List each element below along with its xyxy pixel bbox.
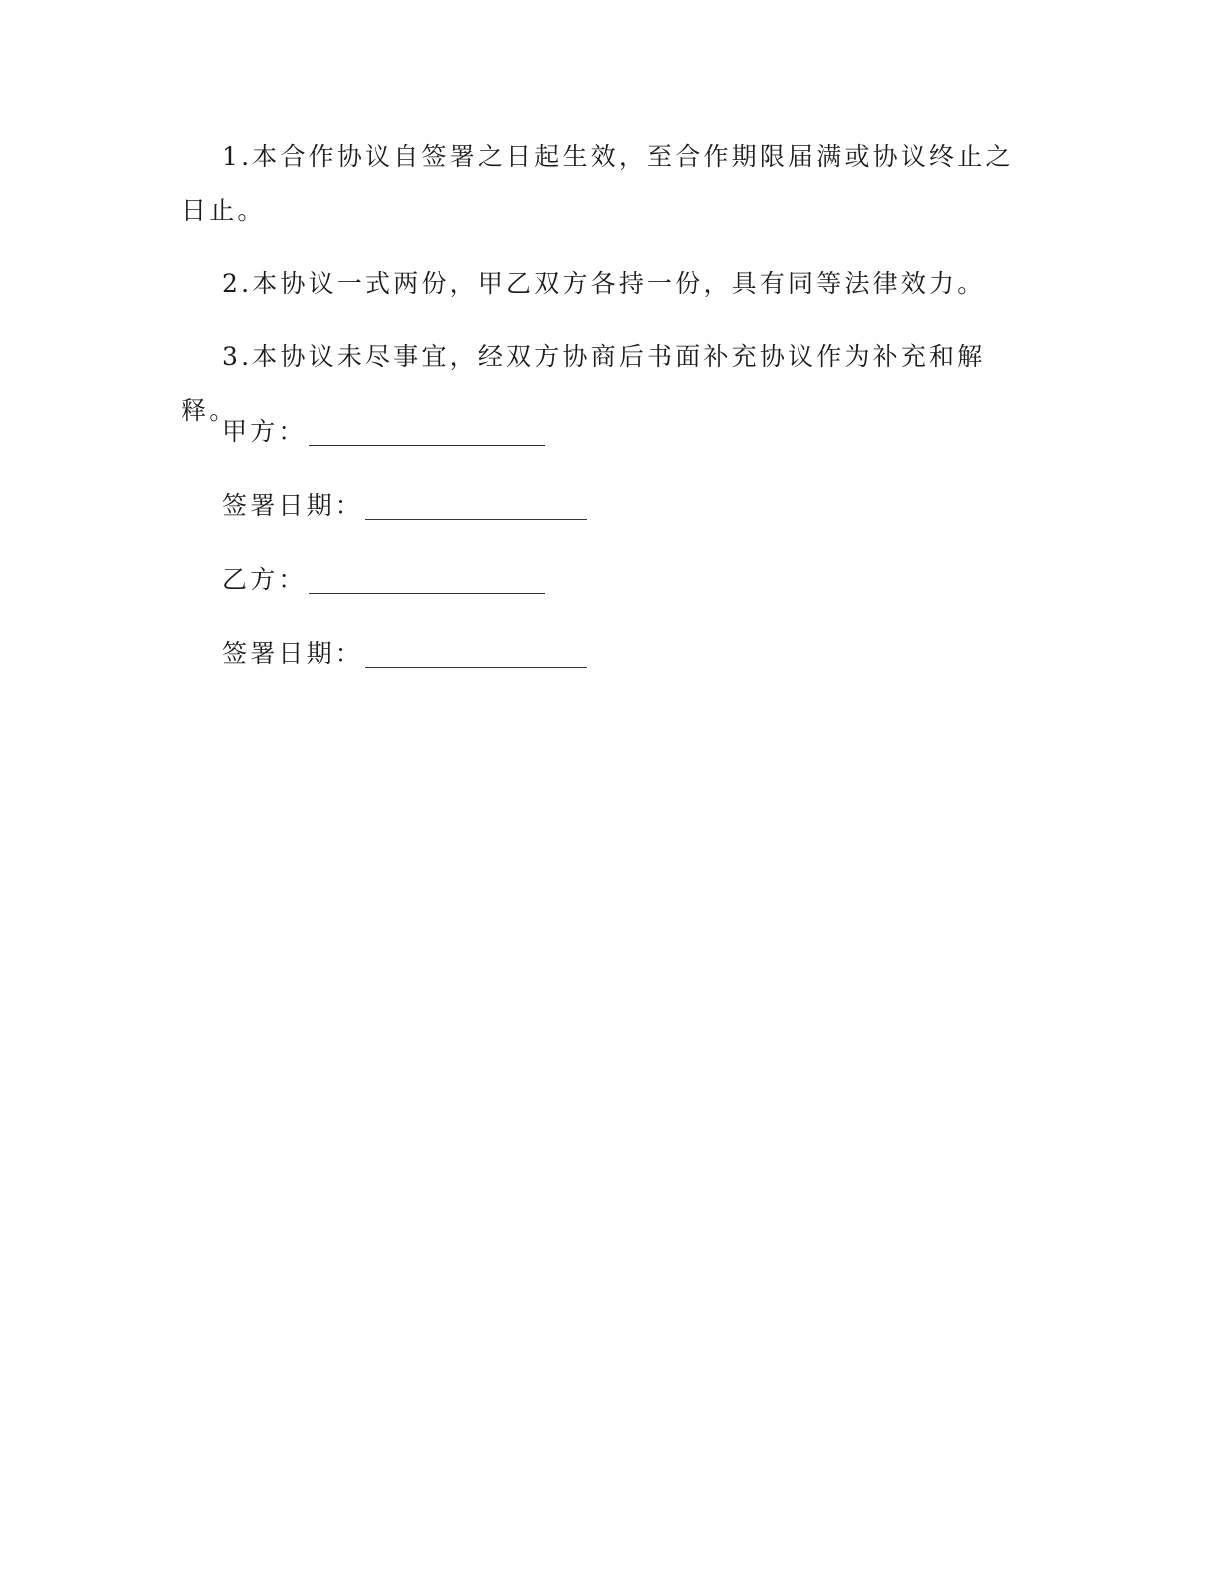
party-a-signature-line[interactable] [309, 417, 545, 446]
clause-3: 3.本协议未尽事宜，经双方协商后书面补充协议作为补充和解释。 [181, 342, 986, 425]
party-b-signature-line[interactable] [309, 565, 545, 594]
party-b-date-line[interactable] [365, 639, 587, 668]
party-a-date-row [222, 486, 587, 526]
party-a-signature-row [222, 412, 545, 452]
party-b-date-row [222, 634, 587, 674]
party-a-date-label: 签署日期： [222, 491, 364, 520]
clause-1: 1.本合作协议自签署之日起生效，至合作期限届满或协议终止之日止。 [181, 142, 1014, 225]
party-a-label: 甲方： [222, 417, 307, 446]
party-b-date-label: 签署日期： [222, 639, 364, 668]
clause-2: 2.本协议一式两份，甲乙双方各持一份，具有同等法律效力。 [222, 269, 986, 298]
party-b-label: 乙方： [222, 565, 307, 594]
party-a-date-line[interactable] [365, 491, 587, 520]
party-b-signature-row [222, 560, 545, 600]
